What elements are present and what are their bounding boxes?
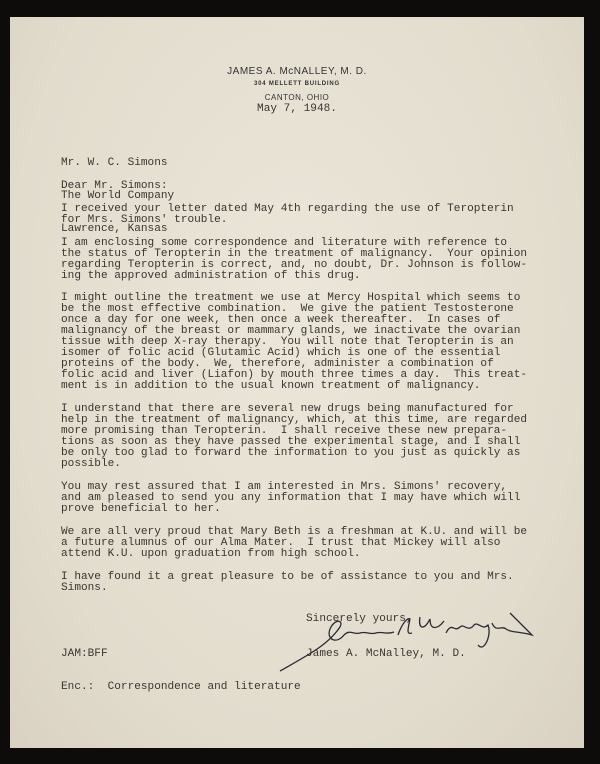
- paragraph: [61, 293, 527, 392]
- signer-name: James A. McNalley, M. D.: [306, 648, 466, 660]
- paragraph-line: I am enclosing some correspondence and literature with reference to: [61, 237, 508, 249]
- paragraph-line: Simons.: [61, 582, 108, 594]
- paragraph-line: We are all very proud that Mary Beth is a freshman at K.U. and will be: [61, 526, 528, 538]
- recipient-line: Mr. W. C. Simons: [61, 157, 168, 169]
- paragraph-line: a future alumnus of our Alma Mater. I trust that Mickey will also: [61, 537, 501, 549]
- paragraph-line: the status of Teropterin in the treatment of malignancy. Your opinion: [61, 248, 528, 260]
- paragraph-line: ment is in addition to the usual known treatment of malignancy.: [61, 380, 481, 392]
- paragraph-line: possible.: [61, 458, 121, 470]
- paragraph: [61, 572, 514, 594]
- paragraph-line: I understand that there are several new drugs being manufactured for: [61, 403, 514, 415]
- paragraph-line: I might outline the treatment we use at Mercy Hospital which seems to: [61, 292, 521, 304]
- letter-date: May 7, 1948.: [257, 103, 337, 115]
- paragraph-line: folic acid and liver (Liafon) by mouth three times a day. This treat-: [61, 369, 528, 381]
- paragraph-line: tions as soon as they have passed the experimental stage, and I shall: [61, 436, 521, 448]
- paragraph: [61, 482, 520, 515]
- paragraph-line: tissue with deep X-ray therapy. You will note that Teropterin is an: [61, 336, 514, 348]
- enclosure-note: Enc.: Correspondence and literature: [61, 681, 301, 693]
- paragraph-line: You may rest assured that I am interested in Mrs. Simons' recovery,: [61, 481, 508, 493]
- salutation: Dear Mr. Simons:: [61, 180, 168, 192]
- paragraph: [61, 204, 514, 226]
- paragraph: [61, 238, 527, 282]
- paragraph-line: help in the treatment of malignancy, which, at this time, are regarded: [61, 414, 528, 426]
- paragraph-line: regarding Teropterin is correct, and, no doubt, Dr. Johnson is follow-: [61, 259, 528, 271]
- paragraph-line: I received your letter dated May 4th regarding the use of Teropterin: [61, 203, 514, 215]
- paragraph: [61, 404, 527, 470]
- typist-initials: JAM:BFF: [61, 648, 108, 660]
- paragraph-line: proteins of the body. We, therefore, administer a combination of: [61, 358, 494, 370]
- paragraph-line: prove beneficial to her.: [61, 503, 221, 515]
- paragraph-line: ing the approved administration of this drug.: [61, 270, 361, 282]
- paragraph-line: and am pleased to send you any information that I may have which will: [61, 492, 521, 504]
- paragraph-line: once a day for one week, then once a week thereafter. In cases of: [61, 314, 501, 326]
- signature: [278, 605, 538, 675]
- paragraph-line: more promising than Teropterin. I shall receive these new prepara-: [61, 425, 508, 437]
- paragraph-line: be only too glad to forward the information to you just as quickly as: [61, 447, 521, 459]
- paragraph: [61, 527, 527, 560]
- paragraph-line: be the most effective combination. We give the patient Testosterone: [61, 303, 514, 315]
- letterhead-city: CANTON, OHIO: [264, 93, 330, 102]
- paragraph-line: I have found it a great pleasure to be of assistance to you and Mrs.: [61, 571, 514, 583]
- closing: Sincerely yours,: [306, 613, 413, 625]
- paragraph-line: malignancy of the breast or mammary glands, we inactivate the ovarian: [61, 325, 521, 337]
- recipient-line: The World Company: [61, 190, 175, 202]
- letter-page: [10, 17, 584, 748]
- paragraph-line: for Mrs. Simons' trouble.: [61, 214, 228, 226]
- paragraph-line: attend K.U. upon graduation from high school.: [61, 548, 361, 560]
- recipient-line: Lawrence, Kansas: [61, 223, 168, 235]
- letterhead-name: JAMES A. McNALLEY, M. D.: [227, 66, 367, 77]
- paragraph-line: isomer of folic acid (Glutamic Acid) which is one of the essential: [61, 347, 501, 359]
- letterhead-address: 304 MELLETT BUILDING: [253, 81, 340, 87]
